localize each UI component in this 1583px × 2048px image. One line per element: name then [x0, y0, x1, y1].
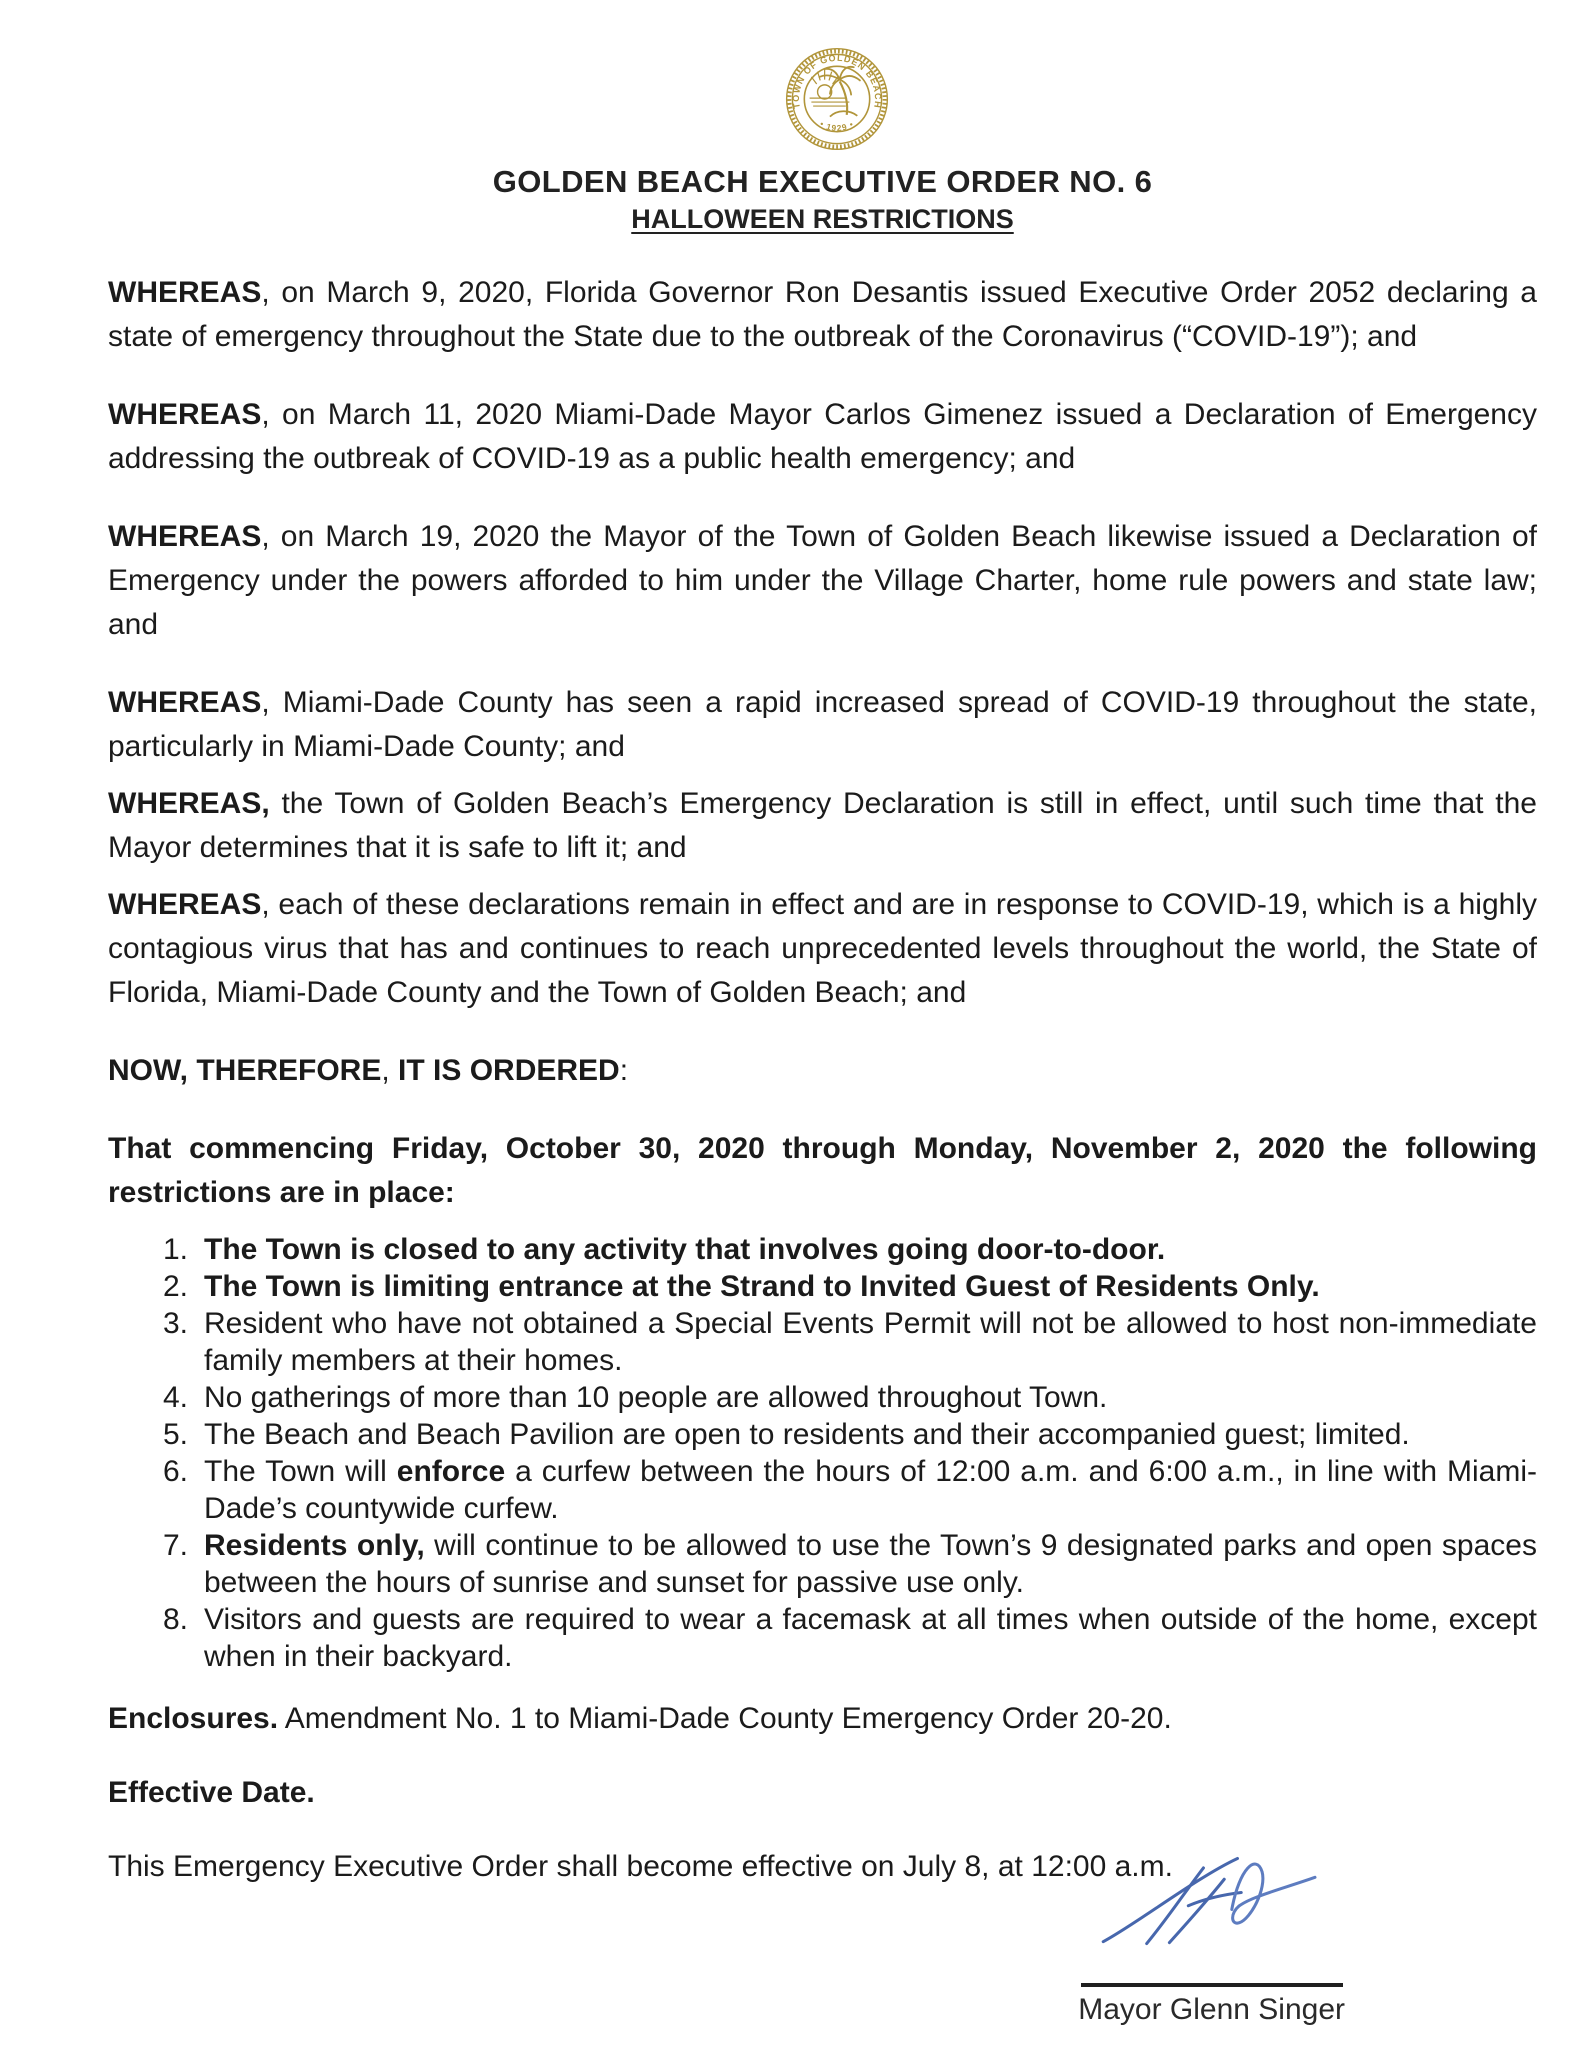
restriction-number: 5. [163, 1418, 189, 1451]
restriction-text: Resident who have not obtained a Special Events Permit will not be allowed to host non-immediate family members at their homes. [204, 1307, 1537, 1377]
restrictions-list [108, 1231, 1537, 1675]
restriction-number: 2. [163, 1270, 189, 1303]
seal-year: • 1929 • [817, 118, 856, 134]
restriction-text: The Town is closed to any activity that involves going door-to-door. [204, 1233, 1166, 1266]
restriction-number: 1. [163, 1233, 189, 1266]
document-subtitle: HALLOWEEN RESTRICTIONS [631, 204, 1014, 234]
signature-scrawl-icon [1087, 1849, 1335, 1953]
town-seal-icon [784, 46, 890, 152]
restriction-number: 8. [163, 1603, 189, 1636]
order-heading: NOW, THEREFORE, IT IS ORDERED: [108, 1054, 629, 1087]
whereas-clause-3: WHEREAS, on March 19, 2020 the Mayor of the Town of Golden Beach likewise issued a Declaration of Emergency under the powers afforded to him under the Village Charter, home rule powers and state law; and [108, 520, 1537, 641]
document-body [108, 271, 1537, 2027]
document-header [108, 46, 1537, 235]
restriction-number: 6. [163, 1455, 189, 1488]
whereas-clause-6: WHEREAS, each of these declarations remain in effect and are in response to COVID-19, which is a highly contagious virus that has and continues to reach unprecedented levels throughout the world, the State of Florida, Miami-Dade County and the Town of Golden Beach; and [108, 888, 1537, 1009]
restriction-text: Residents only, will continue to be allowed to use the Town’s 9 designated parks and open spaces between the hours of sunrise and sunset for passive use only. [204, 1529, 1537, 1599]
signature-line [1081, 1983, 1343, 1987]
effective-date-heading: Effective Date. [108, 1776, 315, 1809]
restriction-number: 3. [163, 1307, 189, 1340]
restriction-number: 7. [163, 1529, 189, 1562]
restriction-item-2 [108, 1268, 1537, 1305]
restriction-text: The Beach and Beach Pavilion are open to residents and their accompanied guest; limited. [204, 1418, 1410, 1451]
seal-org-name: TOWN OF GOLDEN BEACH [790, 52, 883, 110]
whereas-clause-2: WHEREAS, on March 11, 2020 Miami-Dade Mayor Carlos Gimenez issued a Declaration of Emergency addressing the outbreak of COVID-19 as a public health emergency; and [108, 398, 1537, 475]
restriction-item-6 [108, 1453, 1537, 1527]
restriction-item-7 [108, 1527, 1537, 1601]
restriction-item-1 [108, 1231, 1537, 1268]
town-seal [108, 46, 1537, 157]
document-title: GOLDEN BEACH EXECUTIVE ORDER NO. 6 [492, 164, 1153, 199]
signature-area [1078, 1983, 1345, 2027]
enclosures-paragraph: Enclosures. Amendment No. 1 to Miami-Dade County Emergency Order 20-20. [108, 1702, 1172, 1735]
restriction-item-8 [108, 1601, 1537, 1675]
signer-name: Mayor Glenn Singer [1078, 1993, 1345, 2026]
restriction-number: 4. [163, 1381, 189, 1414]
restriction-text: The Town is limiting entrance at the Strand to Invited Guest of Residents Only. [204, 1270, 1320, 1303]
restriction-text: The Town will enforce a curfew between the hours of 12:00 a.m. and 6:00 a.m., in line with Miami-Dade’s countywide curfew. [204, 1455, 1537, 1525]
whereas-clause-1: WHEREAS, on March 9, 2020, Florida Governor Ron Desantis issued Executive Order 2052 declaring a state of emergency throughout the State due to the outbreak of the Coronavirus (“COVID-19”); and [108, 276, 1537, 353]
restriction-text: No gatherings of more than 10 people are allowed throughout Town. [204, 1381, 1108, 1414]
svg-text:• 1929 • [818, 119, 856, 133]
effective-date-paragraph: This Emergency Executive Order shall become effective on July 8, at 12:00 a.m. [108, 1850, 1173, 1883]
restriction-item-5 [108, 1416, 1537, 1453]
restriction-text: Visitors and guests are required to wear a facemask at all times when outside of the home, except when in their backyard. [204, 1603, 1537, 1673]
restriction-item-3 [108, 1305, 1537, 1379]
whereas-clause-4: WHEREAS, Miami-Dade County has seen a rapid increased spread of COVID-19 throughout the state, particularly in Miami-Dade County; and [108, 686, 1537, 763]
restriction-item-4 [108, 1379, 1537, 1416]
whereas-clause-5: WHEREAS, the Town of Golden Beach’s Emergency Declaration is still in effect, until such time that the Mayor determines that it is safe to lift it; and [108, 787, 1537, 864]
commencement-paragraph: That commencing Friday, October 30, 2020 through Monday, November 2, 2020 the following restrictions are in place: [108, 1132, 1537, 1209]
